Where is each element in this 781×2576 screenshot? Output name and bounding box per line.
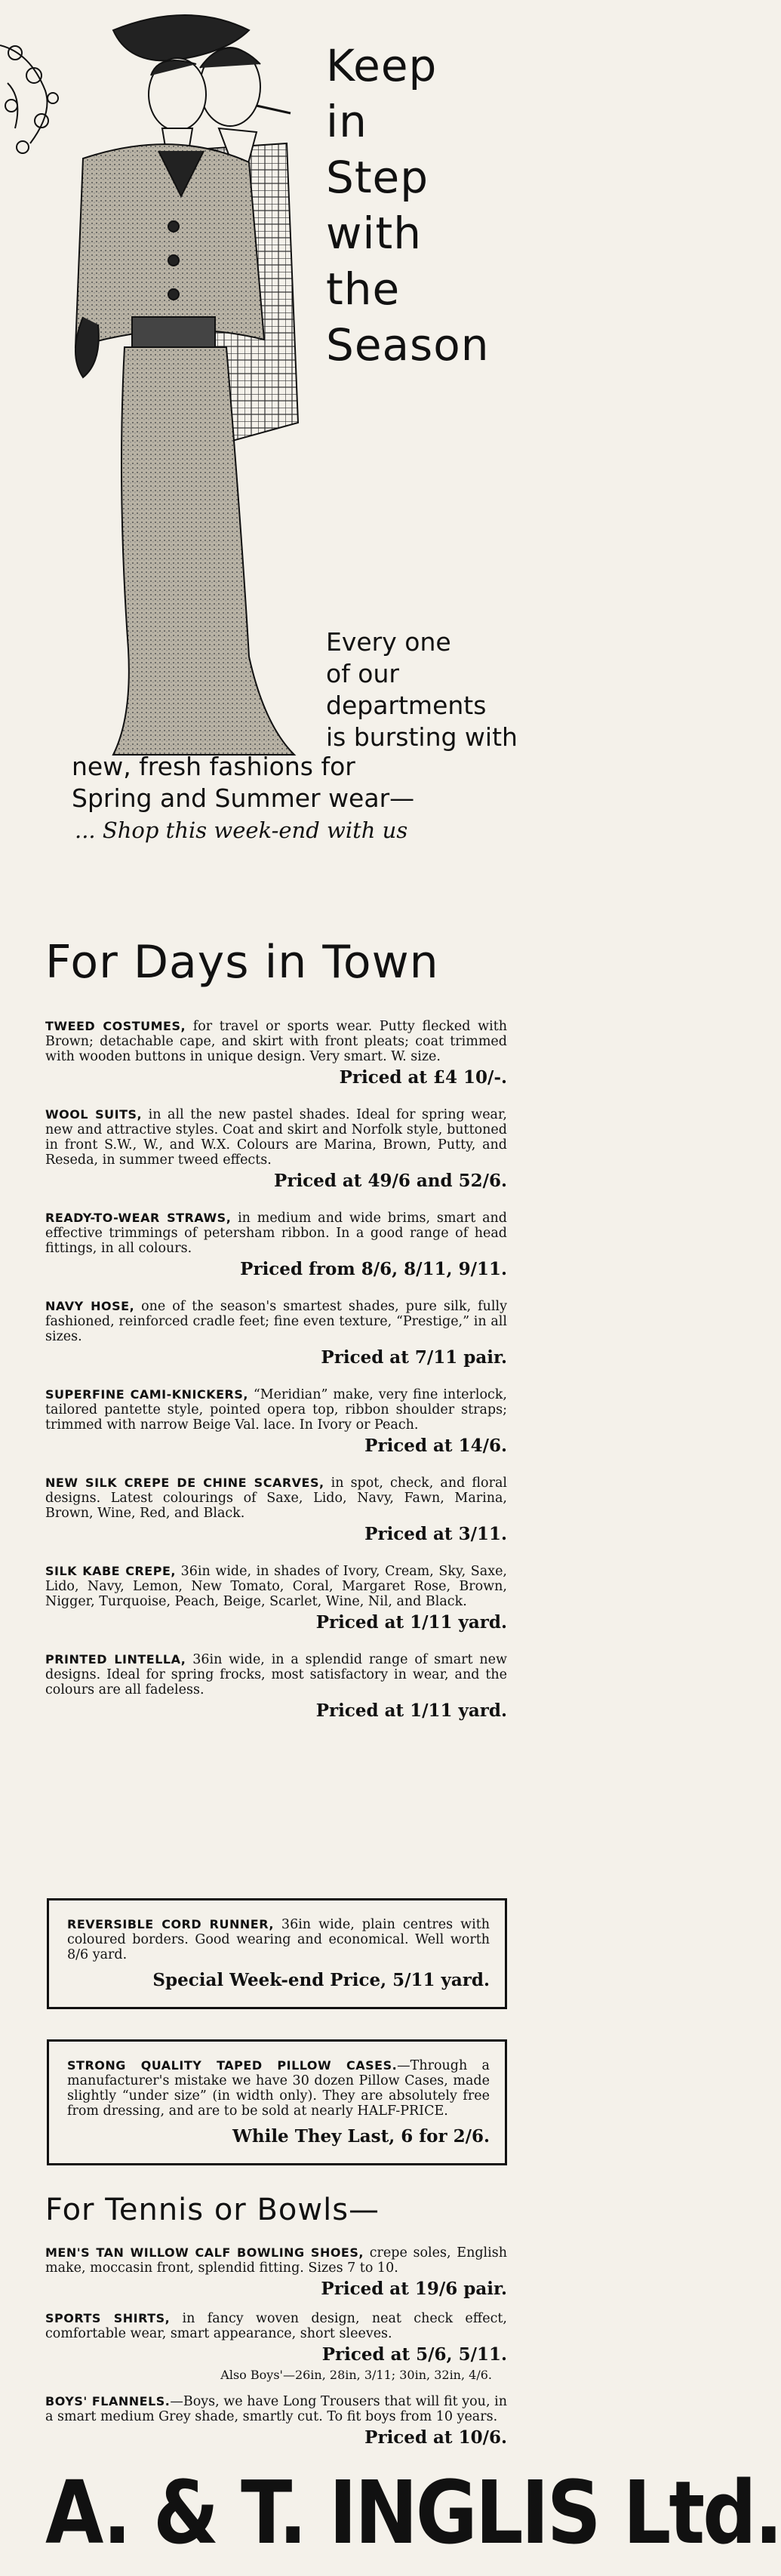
item-note: Also Boys'—26in, 28in, 3/11; 30in, 32in, 4/6. bbox=[220, 2368, 492, 2382]
headline-line: with bbox=[326, 208, 423, 259]
item-price: Priced at 19/6 pair. bbox=[321, 2279, 507, 2299]
item-desc: in fancy woven design, neat check effect, comfortable wear, smart appearance, short sleeves. bbox=[45, 2311, 507, 2341]
offer-desc: —Through a manufacturer's mistake we have 30 dozen Pillow Cases, made slightly “under size” (in width only). They are absolutely free from dressing, and are to be sold at nearly HALF-PRICE. bbox=[67, 2058, 490, 2119]
list-item bbox=[45, 2245, 507, 2299]
item-name: NAVY HOSE, bbox=[45, 1299, 135, 1313]
headline-line: Season bbox=[326, 319, 490, 371]
list-item bbox=[45, 1299, 507, 1368]
item-name: PRINTED LINTELLA, bbox=[45, 1652, 186, 1667]
item-price: Priced at 14/6. bbox=[364, 1436, 507, 1456]
intro-line: Every one bbox=[326, 627, 451, 657]
item-name: BOYS' FLANNELS. bbox=[45, 2394, 171, 2408]
intro-line: new, fresh fashions for bbox=[72, 752, 355, 781]
item-desc: 36in wide, in a splendid range of smart new designs. Ideal for spring frocks, most satisfactory in wear, and the colours are all fadeless. bbox=[45, 1652, 508, 1697]
town-items bbox=[45, 1019, 507, 1740]
list-item bbox=[45, 1652, 507, 1721]
item-price: Priced at 49/6 and 52/6. bbox=[274, 1171, 507, 1191]
fashion-illustration bbox=[0, 0, 302, 762]
section-title-sport: For Tennis or Bowls— bbox=[45, 2193, 380, 2227]
offer-name: STRONG QUALITY TAPED PILLOW CASES. bbox=[67, 2058, 398, 2073]
list-item bbox=[45, 2311, 507, 2382]
item-desc: “Meridian” make, very fine interlock, tailored pantette style, pointed opera top, ribbon shoulder straps; trimmed with narrow Beige Val. lace. In Ivory or Peach. bbox=[45, 1387, 507, 1433]
offer-desc: 36in wide, plain centres with coloured borders. Good wearing and economical. Well worth 8/6 yard. bbox=[67, 1917, 490, 1962]
list-item bbox=[45, 1476, 507, 1544]
item-desc: —Boys, we have Long Trousers that will fit you, in a smart medium Grey shade, smartly cut. To fit boys from 10 years. bbox=[45, 2394, 507, 2424]
item-desc: crepe soles, English make, moccasin front, splendid fitting. Sizes 7 to 10. bbox=[45, 2245, 507, 2276]
item-desc: in all the new pastel shades. Ideal for spring wear, new and attractive styles. Coat and skirt and Norfolk style, buttoned in front S.W., W., and W.X. Colours are Marina, Brown, Putty, and Reseda, in summer tweed effects. bbox=[45, 1107, 507, 1168]
item-price: Priced at 1/11 yard. bbox=[315, 1612, 507, 1633]
item-name: READY-TO-WEAR STRAWS, bbox=[45, 1211, 232, 1225]
item-name: MEN'S TAN WILLOW CALF BOWLING SHOES, bbox=[45, 2245, 364, 2260]
item-desc: for travel or sports wear. Putty flecked with Brown; detachable cape, and skirt with front pleats; coat trimmed with wooden buttons in unique design. Very smart. W. size. bbox=[45, 1019, 507, 1064]
list-item bbox=[45, 2394, 507, 2448]
offer-price: Special Week-end Price, 5/11 yard. bbox=[152, 1970, 490, 1990]
item-name: SUPERFINE CAMI-KNICKERS, bbox=[45, 1387, 248, 1402]
item-price: Priced at £4 10/-. bbox=[339, 1067, 507, 1088]
intro-text bbox=[326, 626, 528, 753]
item-name: SPORTS SHIRTS, bbox=[45, 2311, 171, 2325]
list-item bbox=[45, 1564, 507, 1633]
headline-line: the bbox=[326, 263, 401, 315]
item-desc: in medium and wide brims, smart and effective trimmings of petersham ribbon. In a good range of head fittings, in all colours. bbox=[45, 1211, 507, 1256]
item-name: SILK KABE CREPE, bbox=[45, 1564, 176, 1578]
intro-line: is bursting with bbox=[326, 722, 518, 752]
section-title-town: For Days in Town bbox=[45, 936, 439, 989]
item-price: Priced at 3/11. bbox=[364, 1524, 507, 1544]
item-price: Priced at 10/6. bbox=[364, 2427, 507, 2448]
headline-line: Keep bbox=[326, 40, 438, 91]
item-price: Priced from 8/6, 8/11, 9/11. bbox=[240, 1259, 507, 1279]
list-item bbox=[45, 1107, 507, 1191]
item-price: Priced at 1/11 yard. bbox=[315, 1700, 507, 1721]
intro-text-continued bbox=[72, 751, 524, 846]
item-name: TWEED COSTUMES, bbox=[45, 1019, 186, 1033]
headline-line: in bbox=[326, 96, 367, 147]
sport-items bbox=[45, 2245, 507, 2467]
offer-box-runner bbox=[47, 1898, 507, 2009]
item-price: Priced at 5/6, 5/11. bbox=[321, 2344, 507, 2365]
intro-line: departments bbox=[326, 691, 487, 720]
offer-box-pillow-cases bbox=[47, 2039, 507, 2165]
item-desc: in spot, check, and floral designs. Latest colourings of Saxe, Lido, Navy, Fawn, Marina, Brown, Wine, Red, and Black. bbox=[45, 1476, 507, 1521]
headline bbox=[326, 38, 522, 373]
company-logo: A. & T. INGLIS Ltd. bbox=[45, 2462, 781, 2564]
list-item bbox=[45, 1211, 507, 1279]
headline-line: Step bbox=[326, 152, 429, 203]
offer-name: REVERSIBLE CORD RUNNER, bbox=[67, 1917, 274, 1931]
item-name: WOOL SUITS, bbox=[45, 1107, 143, 1122]
item-desc: one of the season's smartest shades, pure silk, fully fashioned, reinforced cradle feet; fine even texture, “Prestige,” in all sizes. bbox=[45, 1299, 507, 1344]
offer-price: While They Last, 6 for 2/6. bbox=[232, 2126, 490, 2147]
list-item bbox=[45, 1387, 507, 1456]
item-name: NEW SILK CREPE DE CHINE SCARVES, bbox=[45, 1476, 324, 1490]
item-desc: 36in wide, in shades of Ivory, Cream, Sky, Saxe, Lido, Navy, Lemon, New Tomato, Coral, Margaret Rose, Brown, Nigger, Turquoise, Peach, Beige, Scarlet, Wine, Nil, and Black. bbox=[45, 1564, 507, 1609]
list-item bbox=[45, 1019, 507, 1088]
intro-line: Spring and Summer wear— bbox=[72, 783, 415, 813]
intro-line: of our bbox=[326, 659, 399, 688]
item-price: Priced at 7/11 pair. bbox=[321, 1347, 507, 1368]
blossom-branch bbox=[0, 45, 58, 153]
shop-cta: ... Shop this week-end with us bbox=[75, 817, 408, 843]
